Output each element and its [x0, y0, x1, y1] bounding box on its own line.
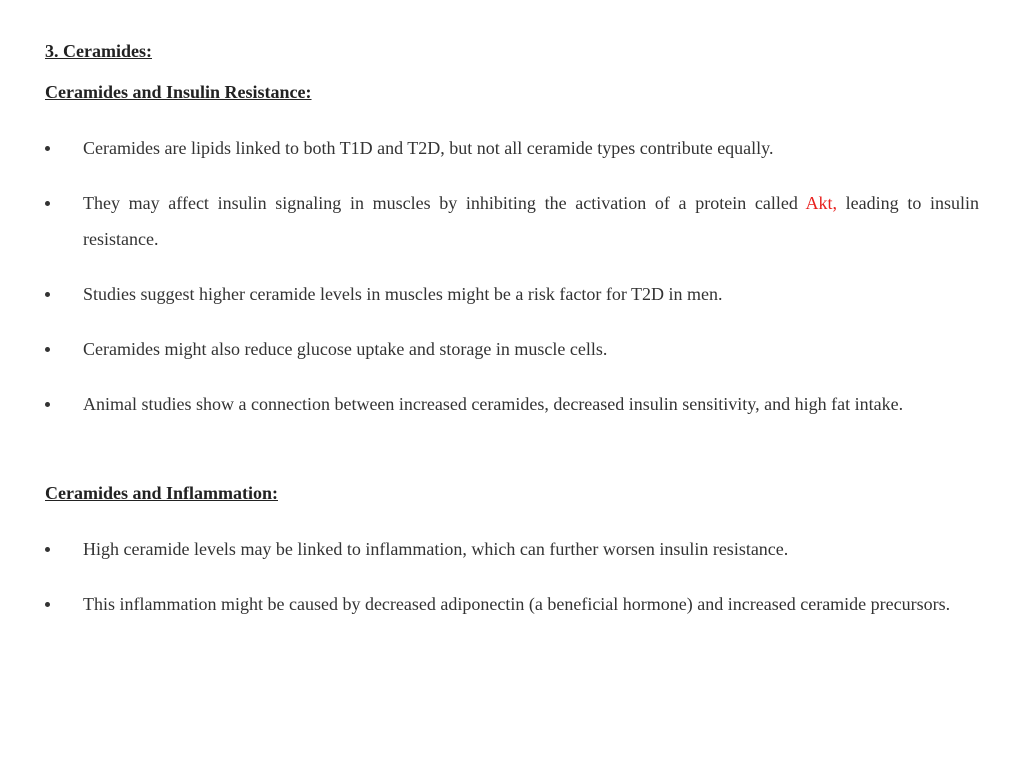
subsection-heading-insulin-resistance: Ceramides and Insulin Resistance: — [45, 82, 312, 102]
bullet-text-part: leading to insulin resistance. — [83, 193, 980, 249]
bullet-icon — [45, 292, 50, 297]
bullet-text — [83, 185, 979, 257]
subsection-heading-inflammation: Ceramides and Inflammation: — [45, 483, 278, 503]
bullet-text: High ceramide levels may be linked to inflammation, which can further worsen insulin resistance. — [83, 539, 789, 559]
akt-highlight: Akt, — [805, 193, 838, 213]
bullet-text: This inflammation might be caused by decreased adiponectin (a beneficial hormone) and increased ceramide precursors. — [83, 594, 951, 614]
bullet-icon — [45, 347, 50, 352]
bullet-icon — [45, 547, 50, 552]
bullet-icon — [45, 602, 50, 607]
bullet-text: Animal studies show a connection between increased ceramides, decreased insulin sensitivity, and high fat intake. — [83, 394, 904, 414]
bullet-text-part: They may affect insulin signaling in muscles by inhibiting the activation of a protein called — [83, 193, 806, 213]
bullet-icon — [45, 201, 50, 206]
section-title: 3. Ceramides: — [45, 41, 152, 61]
bullet-text: Ceramides are lipids linked to both T1D and T2D, but not all ceramide types contribute equally. — [83, 138, 774, 158]
bullet-text: Ceramides might also reduce glucose uptake and storage in muscle cells. — [83, 339, 608, 359]
bullet-text: Studies suggest higher ceramide levels in muscles might be a risk factor for T2D in men. — [83, 284, 723, 304]
bullet-icon — [45, 146, 50, 151]
bullet-icon — [45, 402, 50, 407]
